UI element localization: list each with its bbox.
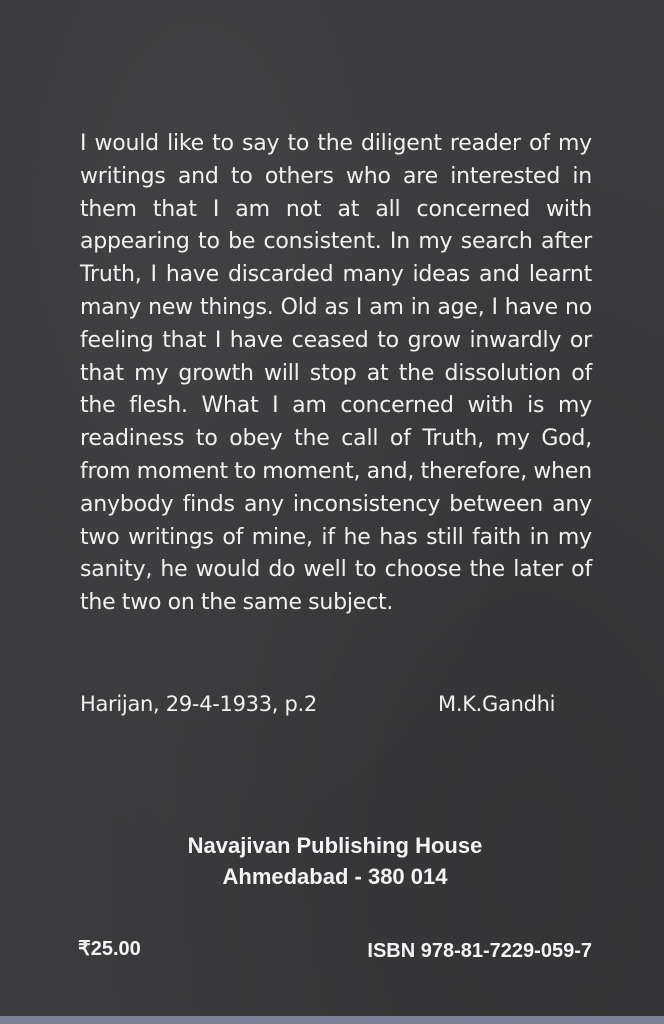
publisher-block (0, 830, 664, 892)
isbn-label: ISBN 978-81-7229-059-7 (367, 940, 592, 962)
publisher-address: Ahmedabad - 380 014 (222, 864, 448, 889)
publisher-name: Navajivan Publishing House (187, 833, 483, 858)
quote-citation: Harijan, 29-4-1933, p.2 (80, 692, 317, 716)
price-label: ₹25.00 (78, 938, 141, 960)
quote-author: M.K.Gandhi (438, 692, 556, 716)
scan-edge-strip (0, 1016, 664, 1024)
gandhi-quote: I would like to say to the diligent reader of my writings and to others who are interested in them that I am not at all concerned with appearing to be consistent. In my search after Truth, I have discarded many ideas and learnt many new things. Old as I am in age, I have no feeling that I have ceased to grow inwardly or that my growth will stop at the dissolution of the flesh. What I am concerned with is my readiness to obey the call of Truth, my God, from moment to moment, and, therefore, when anybody finds any inconsistency between any two writings of mine, if he has still faith in my sanity, he would do well to choose the later of the two on the same subject. (80, 131, 592, 616)
